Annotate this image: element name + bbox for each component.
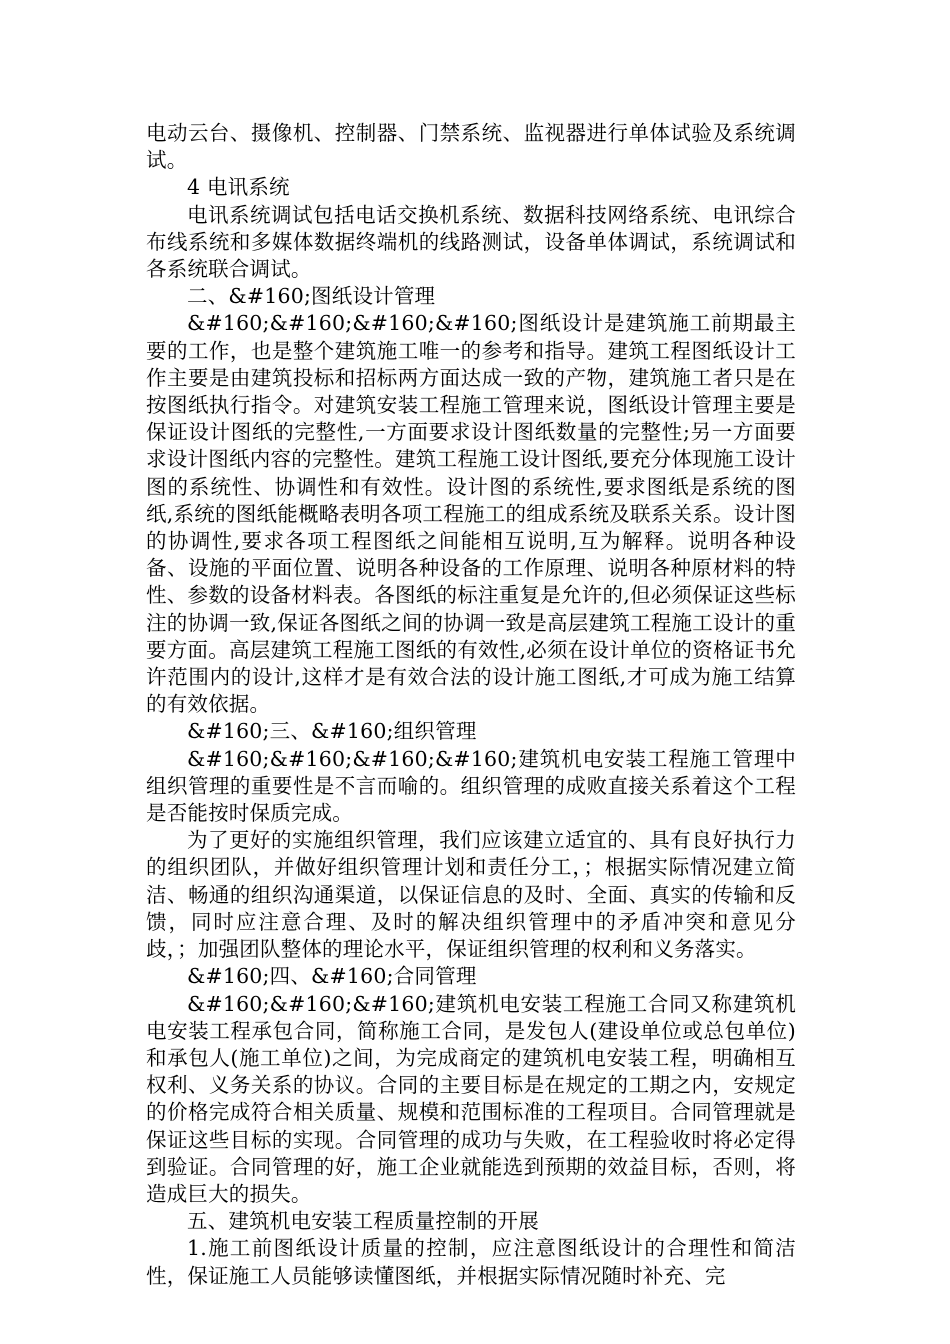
paragraph-organization-importance: &#160;&#160;&#160;&#160;建筑机电安装工程施工管理中组织管理的重要性是不言而喻的。组织管理的成败直接关系着这个工程是否能按时保质完成。	[146, 746, 796, 826]
paragraph-drawing-design: &#160;&#160;&#160;&#160;图纸设计是建筑施工前期最主要的工作，也是整个建筑施工唯一的参考和指导。建筑工程图纸设计工作主要是由建筑投标和招标两方面达成一致的产物，建筑施工者只是在按图纸执行指令。对建筑安装工程施工管理来说，图纸设计管理主要是保证设计图纸的完整性,一方面要求设计图纸数量的完整性;另一方面要求设计图纸内容的完整性。建筑工程施工设计图纸,要充分体现施工设计图的系统性、协调性和有效性。设计图的系统性,要求图纸是系统的图纸,系统的图纸能概略表明各项工程施工的组成系统及联系关系。设计图的协调性,要求各项工程图纸之间能相互说明,互为解释。说明各种设备、设施的平面位置、说明各种设备的工作原理、说明各种原材料的特性、参数的设备材料表。各图纸的标注重复是允许的,但必须保证这些标注的协调一致,保证各图纸之间的协调一致是高层建筑工程施工设计的重要方面。高层建筑工程施工图纸的有效性,必须在设计单位的资格证书允许范围内的设计,这样才是有效合法的设计施工图纸,才可成为施工结算的有效依据。	[146, 311, 796, 717]
paragraph-security-commissioning: 电动云台、摄像机、控制器、门禁系统、监视器进行单体试验及系统调试。	[146, 121, 796, 173]
paragraph-design-quality-control: 1.施工前图纸设计质量的控制，应注意图纸设计的合理性和简洁性，保证施工人员能够读懂图纸，并根据实际情况随时补充、完	[146, 1236, 796, 1288]
paragraph-organization-implementation: 为了更好的实施组织管理，我们应该建立适宜的、具有良好执行力的组织团队，并做好组织管理计划和责任分工，；根据实际情况建立简洁、畅通的组织沟通渠道，以保证信息的及时、全面、真实的传输和反馈，同时应注意合理、及时的解决组织管理中的矛盾冲突和意见分歧，；加强团队整体的理论水平，保证组织管理的权利和义务落实。	[146, 828, 796, 962]
heading-contract-management: &#160;四、&#160;合同管理	[187, 964, 477, 989]
heading-drawing-design-management: 二、&#160;图纸设计管理	[187, 284, 436, 309]
document-body	[146, 120, 796, 1290]
heading-quality-control: 五、建筑机电安装工程质量控制的开展	[187, 1209, 539, 1234]
paragraph-telecom-commissioning: 电讯系统调试包括电话交换机系统、数据科技网络系统、电讯综合布线系统和多媒体数据终端机的线路测试，设备单体调试，系统调试和各系统联合调试。	[146, 202, 796, 282]
heading-organization-management: &#160;三、&#160;组织管理	[187, 719, 477, 744]
heading-telecom-system: 4 电讯系统	[187, 175, 290, 200]
paragraph-contract: &#160;&#160;&#160;建筑机电安装工程施工合同又称建筑机电安装工程承包合同，简称施工合同，是发包人(建设单位或总包单位)和承包人(施工单位)之间，为完成商定的建筑机电安装工程，明确相互权利、义务关系的协议。合同的主要目标是在规定的工期之内，安规定的价格完成符合相关质量、规模和范围标准的工程项目。合同管理就是保证这些目标的实现。合同管理的成功与失败，在工程验收时将必定得到验证。合同管理的好，施工企业就能选到预期的效益目标，否则，将造成巨大的损失。	[146, 991, 796, 1206]
